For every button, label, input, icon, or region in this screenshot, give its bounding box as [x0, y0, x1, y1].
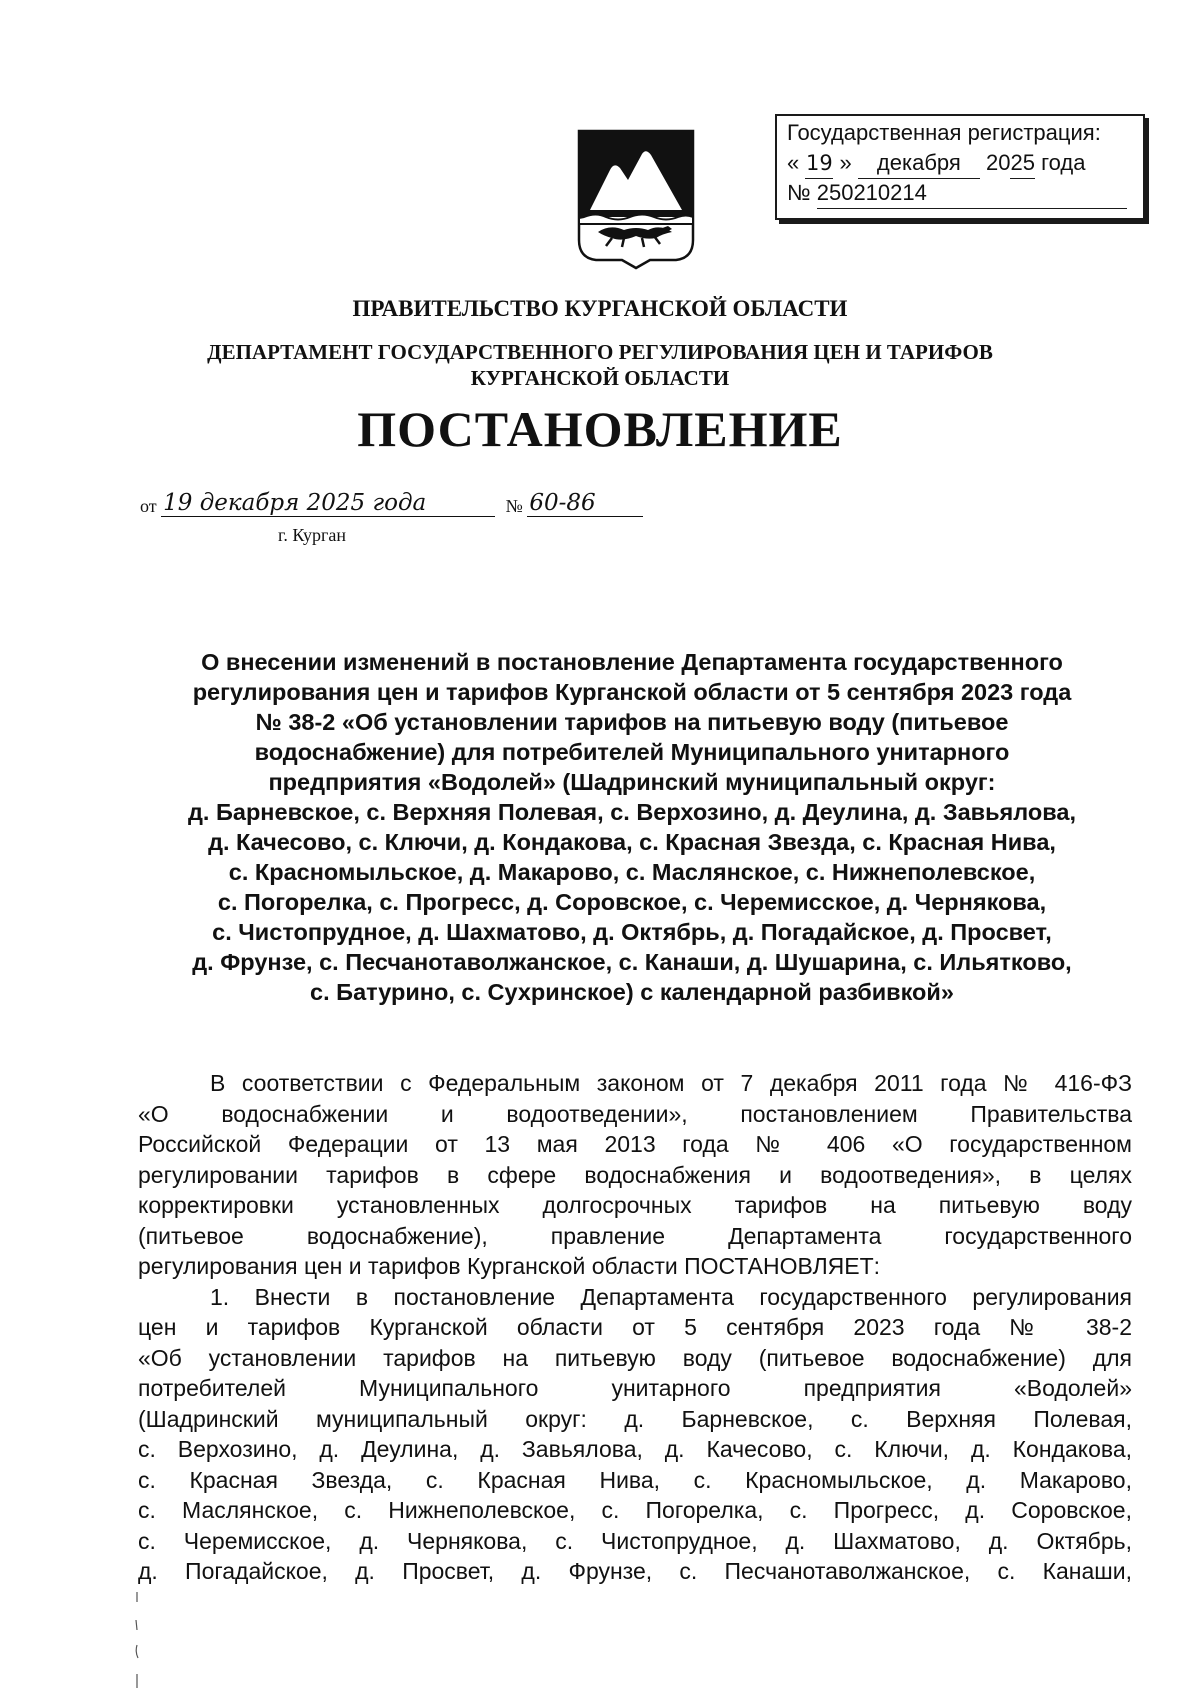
- registration-year-prefix: 20: [986, 150, 1011, 175]
- title-line: с. Красномыльское, д. Макарово, с. Маслянское, с. Нижнеполевское,: [228, 859, 1036, 885]
- body-line: д. Погадайское, д. Просвет, д. Фрунзе, с. Песчанотаволжанское, с. Канаши,: [138, 1558, 1132, 1584]
- registration-stamp: [775, 114, 1145, 220]
- registration-day-close: »: [839, 150, 852, 175]
- body-line: потребителей Муниципального унитарного предприятия «Водолей»: [138, 1375, 1132, 1401]
- document-type-heading: ПОСТАНОВЛЕНИЕ: [357, 401, 843, 457]
- registration-number-label: №: [787, 180, 811, 205]
- body-line: (питьевое водоснабжение), правление Департамента государственного: [138, 1222, 1132, 1249]
- decree-number-label: №: [505, 496, 523, 516]
- registration-year-word: года: [1041, 150, 1086, 175]
- handwritten-date: 19 декабря 2025 года: [161, 490, 495, 517]
- title-line: д. Барневское, с. Верхняя Полевая, с. Верхозино, д. Деулина, д. Завьялова,: [188, 799, 1076, 825]
- title-line: д. Качесово, с. Ключи, д. Кондакова, с. Красная Звезда, с. Красная Нива,: [208, 829, 1056, 855]
- title-line: предприятия «Водолей» (Шадринский муниципальный округ:: [268, 769, 996, 795]
- department-heading: [0, 339, 1200, 391]
- city-label: г. Курган: [278, 525, 347, 545]
- registration-number: 250210214: [817, 178, 1127, 209]
- title-line: № 38-2 «Об установлении тарифов на питьевую воду (питьевое: [255, 709, 1009, 735]
- body-line: регулировании тарифов в сфере водоснабжения и водоотведения», в целях: [138, 1161, 1132, 1188]
- body-line: регулирования цен и тарифов Курганской области ПОСТАНОВЛЯЕТ:: [138, 1253, 881, 1279]
- handwritten-decree-number: 60-86: [527, 490, 643, 517]
- body-line: «О водоснабжении и водоотведении», постановлением Правительства: [138, 1100, 1132, 1127]
- registration-day: 19: [805, 148, 833, 179]
- title-line: О внесении изменений в постановление Департамента государственного: [201, 649, 1063, 675]
- date-number-row: [140, 490, 643, 530]
- body-line: с. Маслянское, с. Нижнеполевское, с. Погорелка, с. Прогресс, д. Соровское,: [138, 1497, 1132, 1523]
- title-line: водоснабжение) для потребителей Муниципального унитарного: [254, 739, 1010, 765]
- scan-margin-mark: [134, 1590, 140, 1690]
- body-line: (Шадринский муниципальный округ: д. Барневское, с. Верхняя Полевая,: [138, 1405, 1132, 1432]
- registration-title: Государственная регистрация:: [787, 120, 1101, 145]
- document-title: [132, 647, 1132, 1007]
- government-heading: ПРАВИТЕЛЬСТВО КУРГАНСКОЙ ОБЛАСТИ: [352, 296, 848, 321]
- registration-day-open: «: [787, 150, 800, 175]
- registration-date: [787, 148, 1133, 178]
- document-body: [138, 1068, 1132, 1587]
- body-line: 1. Внести в постановление Департамента государственного регулирования: [210, 1283, 1132, 1310]
- title-line: регулирования цен и тарифов Курганской области от 5 сентября 2023 года: [192, 679, 1072, 705]
- coat-of-arms-emblem: [576, 128, 696, 270]
- title-line: с. Погорелка, с. Прогресс, д. Соровское, с. Черемисское, д. Чернякова,: [217, 889, 1047, 915]
- registration-number-row: [787, 178, 1133, 208]
- body-line: В соответствии с Федеральным законом от 7 декабря 2011 года № 416-ФЗ: [210, 1070, 1132, 1096]
- title-line: с. Чистопрудное, д. Шахматово, д. Октябрь, д. Погадайское, д. Просвет,: [212, 919, 1052, 945]
- department-heading-line2: КУРГАНСКОЙ ОБЛАСТИ: [470, 366, 730, 390]
- body-line: с. Красная Звезда, с. Красная Нива, с. Красномыльское, д. Макарово,: [138, 1466, 1132, 1493]
- registration-year-suffix: 25: [1010, 148, 1034, 179]
- date-from-label: от: [140, 496, 157, 516]
- body-line: корректировки установленных долгосрочных тарифов на питьевую воду: [138, 1192, 1132, 1218]
- registration-month: декабря: [858, 148, 980, 179]
- title-line: д. Фрунзе, с. Песчанотаволжанское, с. Канаши, д. Шушарина, с. Ильятково,: [192, 949, 1072, 975]
- department-heading-line1: ДЕПАРТАМЕНТ ГОСУДАРСТВЕННОГО РЕГУЛИРОВАНИЯ ЦЕН И ТАРИФОВ: [207, 340, 993, 364]
- body-line: Российской Федерации от 13 мая 2013 года № 406 «О государственном: [138, 1131, 1132, 1157]
- body-line: цен и тарифов Курганской области от 5 сентября 2023 года № 38-2: [138, 1314, 1132, 1340]
- body-line: с. Черемисское, д. Чернякова, с. Чистопрудное, д. Шахматово, д. Октябрь,: [138, 1527, 1132, 1554]
- body-line: с. Верхозино, д. Деулина, д. Завьялова, д. Качесово, с. Ключи, д. Кондакова,: [138, 1436, 1132, 1462]
- title-line: с. Батурино, с. Сухринское) с календарной разбивкой»: [310, 979, 954, 1005]
- body-line: «Об установлении тарифов на питьевую воду (питьевое водоснабжение) для: [138, 1344, 1132, 1371]
